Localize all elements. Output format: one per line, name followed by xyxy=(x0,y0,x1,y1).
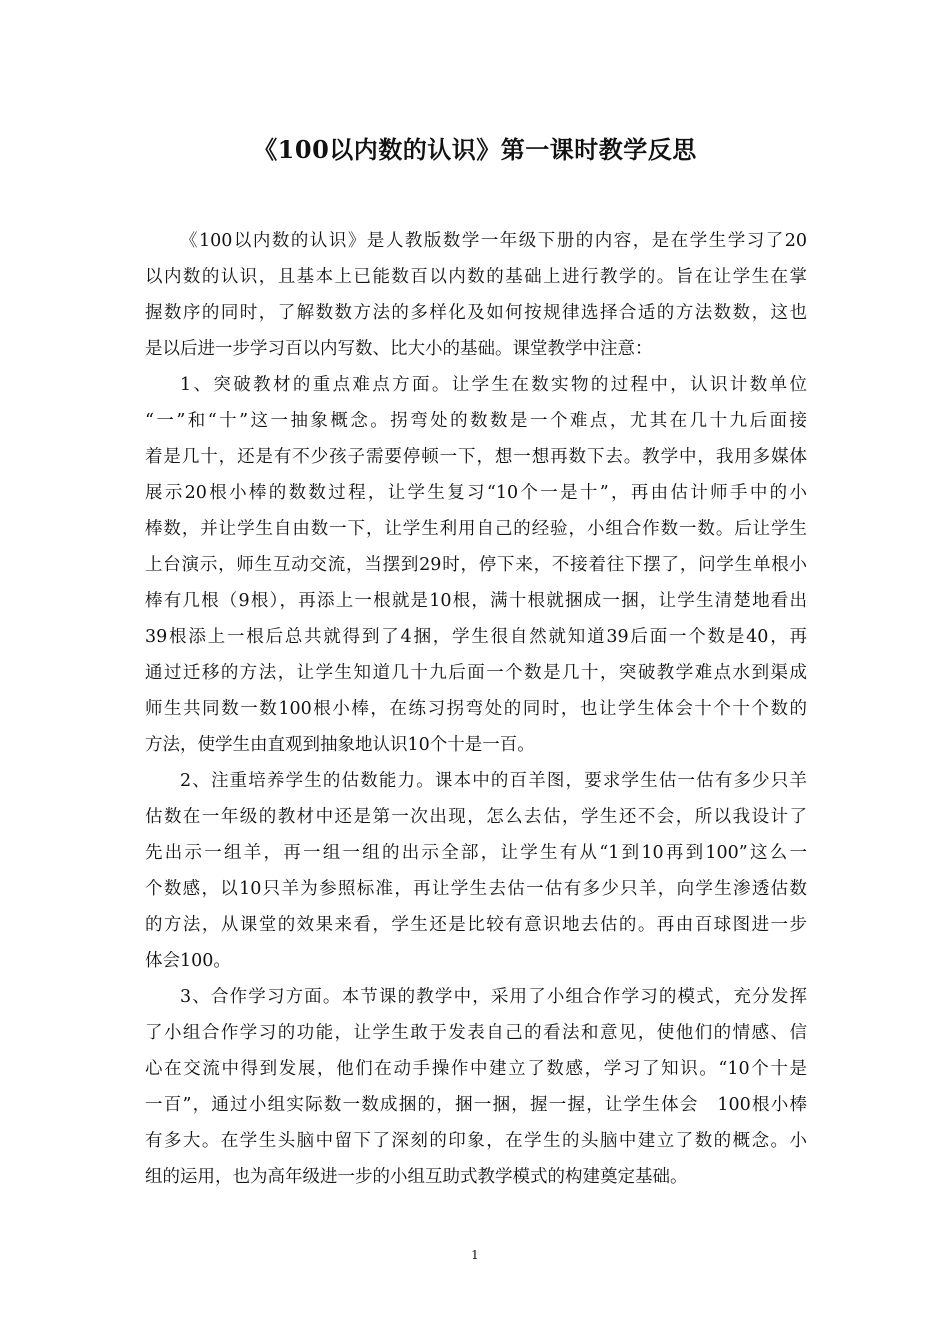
document-body xyxy=(145,223,807,1195)
text-line: 方法，使学生由直观到抽象地认识10个十是一百。 xyxy=(145,735,535,755)
text-line: 是以后进一步学习百以内写数、比大小的基础。课堂教学中注意： xyxy=(145,339,653,359)
text-line: 1、突破教材的重点难点方面。让学生在数实物的过程中，认识计数单位 xyxy=(180,375,807,395)
text-line: 握数序的同时，了解数数方法的多样化及如何按规律选择合适的方法数数，这也 xyxy=(145,303,807,323)
text-line: 《100以内数的认识》是人教版数学一年级下册的内容，是在学生学习了20 xyxy=(180,231,807,251)
text-line: 了小组合作学习的功能，让学生敢于发表自己的看法和意见，使他们的情感、信 xyxy=(145,1023,807,1043)
text-line: 上台演示，师生互动交流，当摆到29时，停下来，不接着往下摆了，问学生单根小 xyxy=(145,555,807,575)
text-line: 2、注重培养学生的估数能力。课本中的百羊图，要求学生估一估有多少只羊 xyxy=(180,771,807,791)
text-line: 棒数，并让学生自由数一下，让学生利用自己的经验，小组合作数一数。后让学生 xyxy=(145,519,807,539)
text-line: 以内数的认识，且基本上已能数百以内数的基础上进行教学的。旨在让学生在掌 xyxy=(145,267,807,287)
text-line: 估数在一年级的教材中还是第一次出现，怎么去估，学生还不会，所以我设计了 xyxy=(145,807,807,827)
text-line: 先出示一组羊，再一组一组的出示全部，让学生有从“1到10再到100”这么一 xyxy=(145,843,807,863)
text-line: 着是几十，还是有不少孩子需要停顿一下，想一想再数下去。教学中，我用多媒体 xyxy=(145,447,807,467)
text-line: 棒有几根（9根），再添上一根就是10根，满十根就捆成一捆，让学生清楚地看出 xyxy=(145,591,807,611)
text-line: 有多大。在学生头脑中留下了深刻的印象，在学生的头脑中建立了数的概念。小 xyxy=(145,1131,807,1151)
text-line: 展示20根小棒的数数过程，让学生复习“10个一是十”，再由估计师手中的小 xyxy=(145,483,807,503)
text-line: 的方法，从课堂的效果来看，学生还是比较有意识地去估的。再由百球图进一步 xyxy=(145,915,807,935)
text-line: 通过迁移的方法，让学生知道几十九后面一个数是几十，突破教学难点水到渠成 xyxy=(145,663,807,683)
text-line: 心在交流中得到发展，他们在动手操作中建立了数感，学习了知识。“10个十是 xyxy=(145,1059,807,1079)
text-line: “一”和“十”这一抽象概念。拐弯处的数数是一个难点，尤其在几十九后面接 xyxy=(145,411,807,431)
text-line: 39根添上一根后总共就得到了4捆，学生很自然就知道39后面一个数是40，再 xyxy=(145,627,807,647)
text-line: 个数感，以10只羊为参照标准，再让学生去估一估有多少只羊，向学生渗透估数 xyxy=(145,879,807,899)
text-line: 体会100。 xyxy=(145,951,231,971)
text-line: 3、合作学习方面。本节课的教学中，采用了小组合作学习的模式，充分发挥 xyxy=(180,987,807,1007)
text-line: 一百”，通过小组实际数一数成捆的，捆一捆，握一握，让学生体会 100根小棒 xyxy=(145,1095,807,1115)
text-line: 组的运用，也为高年级进一步的小组互助式教学模式的构建奠定基础。 xyxy=(145,1167,688,1187)
text-line: 师生共同数一数100根小棒，在练习拐弯处的同时，也让学生体会十个十个数的 xyxy=(145,699,807,719)
document-title: 《100以内数的认识》第一课时教学反思 xyxy=(253,135,697,164)
page-number: 1 xyxy=(471,1248,479,1262)
